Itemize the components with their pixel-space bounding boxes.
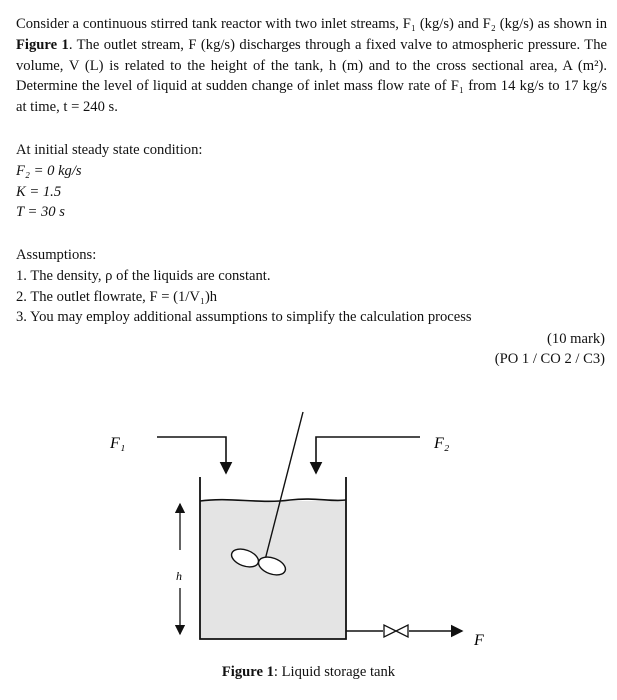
- condition-tau: T = 30 s: [16, 204, 65, 221]
- caption-text: : Liquid storage tank: [273, 664, 396, 680]
- label-f-out: F: [474, 632, 484, 649]
- outcome-label: (PO 1 / CO 2 / C3): [494, 351, 605, 367]
- condition-k: K = 1.5: [16, 183, 62, 200]
- inlet-f2-pipe: [316, 437, 420, 473]
- marks-label: (10 mark): [547, 331, 605, 347]
- assumption-3: 3. You may employ additional assumptions to simplify the calculation process: [16, 309, 472, 326]
- caption-figure-number: Figure 1: [221, 664, 274, 680]
- assumption-1: 1. The density, ρ of the liquids are constant.: [16, 267, 271, 284]
- problem-statement: [16, 14, 607, 118]
- label-f2: F₂: [434, 435, 450, 452]
- assumption-2: 2. The outlet flowrate, F = (1/V₁)h: [16, 288, 218, 305]
- inlet-f1-pipe: [157, 437, 226, 473]
- assumptions-heading: Assumptions:: [16, 247, 97, 263]
- liquid-surface: [200, 499, 346, 501]
- valve-icon: [384, 625, 408, 637]
- condition-f2: F₂ = 0 kg/s: [16, 162, 82, 179]
- figure-reference: Figure 1: [16, 36, 69, 53]
- problem-sentence-2: . The outlet stream, F (kg/s) discharges through a fixed valve to atmospheric pressure. The volume, V (L) is related to the height of the tank, h (m) and to the cross sectional area, A (m²). Determine the level of liquid at sudden change of inlet mass flow rate of F₁ from 14 kg/s to 17 kg/s at time, t = 240 s.: [16, 36, 607, 116]
- assumptions: [16, 245, 607, 328]
- label-h: h: [176, 569, 182, 583]
- initial-conditions-heading: At initial steady state condition:: [16, 142, 203, 158]
- figure-caption: [0, 664, 617, 681]
- problem-sentence-1: Consider a continuous stirred tank reactor with two inlet streams, F₁ (kg/s) and F₂ (kg/s) as shown in: [16, 16, 607, 32]
- label-f1: F₁: [110, 435, 126, 452]
- tank-figure: [0, 400, 617, 700]
- initial-conditions: [16, 140, 607, 223]
